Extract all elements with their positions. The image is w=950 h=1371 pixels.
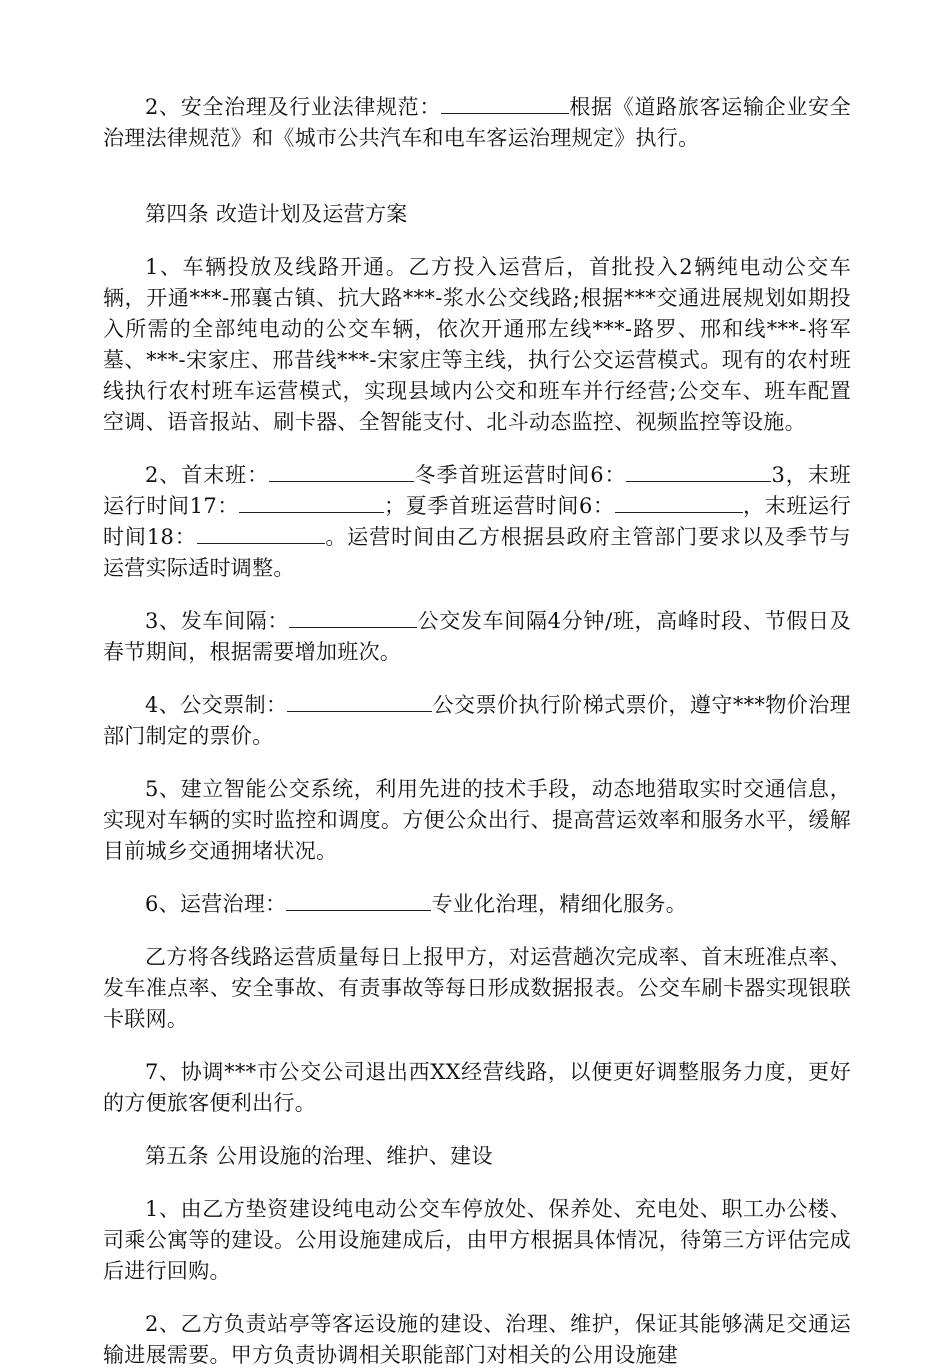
paragraph-station-maintenance: 2、乙方负责站亭等客运设施的建设、治理、维护，保证其能够满足交通运输进展需要。甲方负责协调相关职能部门对相关的公用设施建 [103,1312,851,1367]
paragraph-daily-report: 乙方将各线路运营质量每日上报甲方，对运营趟次完成率、首末班准点率、发车准点率、安全事故、有责事故等每日形成数据报表。公交车刷卡器实现银联卡联网。 [103,945,851,1031]
paragraph-vehicle-deployment: 1、车辆投放及线路开通。乙方投入运营后，首批投入2辆纯电动公交车辆，开通***-邢襄古镇、抗大路***-浆水公交线路;根据***交通进展规划如期投入所需的全部纯电动的公交车辆，依次开通邢左线***-路罗、邢和线***-将军墓、***-宋家庄、邢昔线***-宋家庄等主线，执行公交运营模式。现有的农村班线执行农村班车运营模式，实现县域内公交和班车并行经营;公交车、班车配置空调、语音报站、刷卡器、全智能支付、北斗动态监控、视频监控等设施。 [103,255,851,434]
paragraph-operation-management [103,889,851,920]
paragraph-text: 公交发车间隔4分钟/班，高峰时段、节假日及春节期间，根据需要增加班次。 [103,609,852,664]
paragraph-ticket-system [103,690,851,752]
document-page [103,92,851,1371]
paragraph-text: 6、运营治理： [145,892,287,916]
paragraph-text: 冬季首班运营时间6： [414,463,627,487]
paragraph-first-last-bus [103,460,851,584]
paragraph-text: 4、公交票制： [145,693,288,717]
fill-in-blank [197,522,325,544]
fill-in-blank [286,889,431,911]
fill-in-blank [289,606,417,628]
fill-in-blank [615,491,743,513]
paragraph-text: 根据《道路旅客运输企业安全治理法律规范》和《城市公共汽车和电车客运治理规定》执行。 [103,95,852,150]
paragraph-text: 3、发车间隔： [145,609,290,633]
paragraph-text: 3，末班运行时间17： [103,463,851,518]
fill-in-blank [269,460,414,482]
paragraph-route-coordination: 7、协调***市公交公司退出西XX经营线路，以便更好调整服务力度，更好的方便旅客便利出行。 [103,1060,851,1115]
paragraph-text: 专业化治理，精细化服务。 [431,892,688,916]
paragraph-text: ，末班运行时间18： [103,494,852,549]
article-4-heading: 第四条 改造计划及运营方案 [145,202,408,226]
fill-in-blank [239,491,384,513]
paragraph-facility-construction: 1、由乙方垫资建设纯电动公交车停放处、保养处、充电处、职工办公楼、司乘公寓等的建设。公用设施建成后，由甲方根据具体情况，待第三方评估完成后进行回购。 [103,1197,851,1283]
fill-in-blank [626,460,771,482]
paragraph-text: 公交票价执行阶梯式票价，遵守***物价治理部门制定的票价。 [103,693,851,748]
paragraph-smart-bus-system: 5、建立智能公交系统，利用先进的技术手段，动态地猎取实时交通信息，实现对车辆的实时监控和调度。方便公众出行、提高营运效率和服务水平，缓解目前城乡交通拥堵状况。 [103,777,851,863]
paragraph-departure-interval [103,606,851,668]
paragraph-text: 2、安全治理及行业法律规范： [145,95,442,119]
article-5-heading: 第五条 公用设施的治理、维护、建设 [145,1144,493,1168]
fill-in-blank [441,92,569,114]
paragraph-text: ；夏季首班运营时间6： [384,494,615,518]
paragraph-text: 2、首末班： [145,463,270,487]
paragraph-safety-regulations [103,92,851,154]
paragraph-text: 。运营时间由乙方根据县政府主管部门要求以及季节与运营实际适时调整。 [103,525,851,580]
fill-in-blank [287,690,432,712]
